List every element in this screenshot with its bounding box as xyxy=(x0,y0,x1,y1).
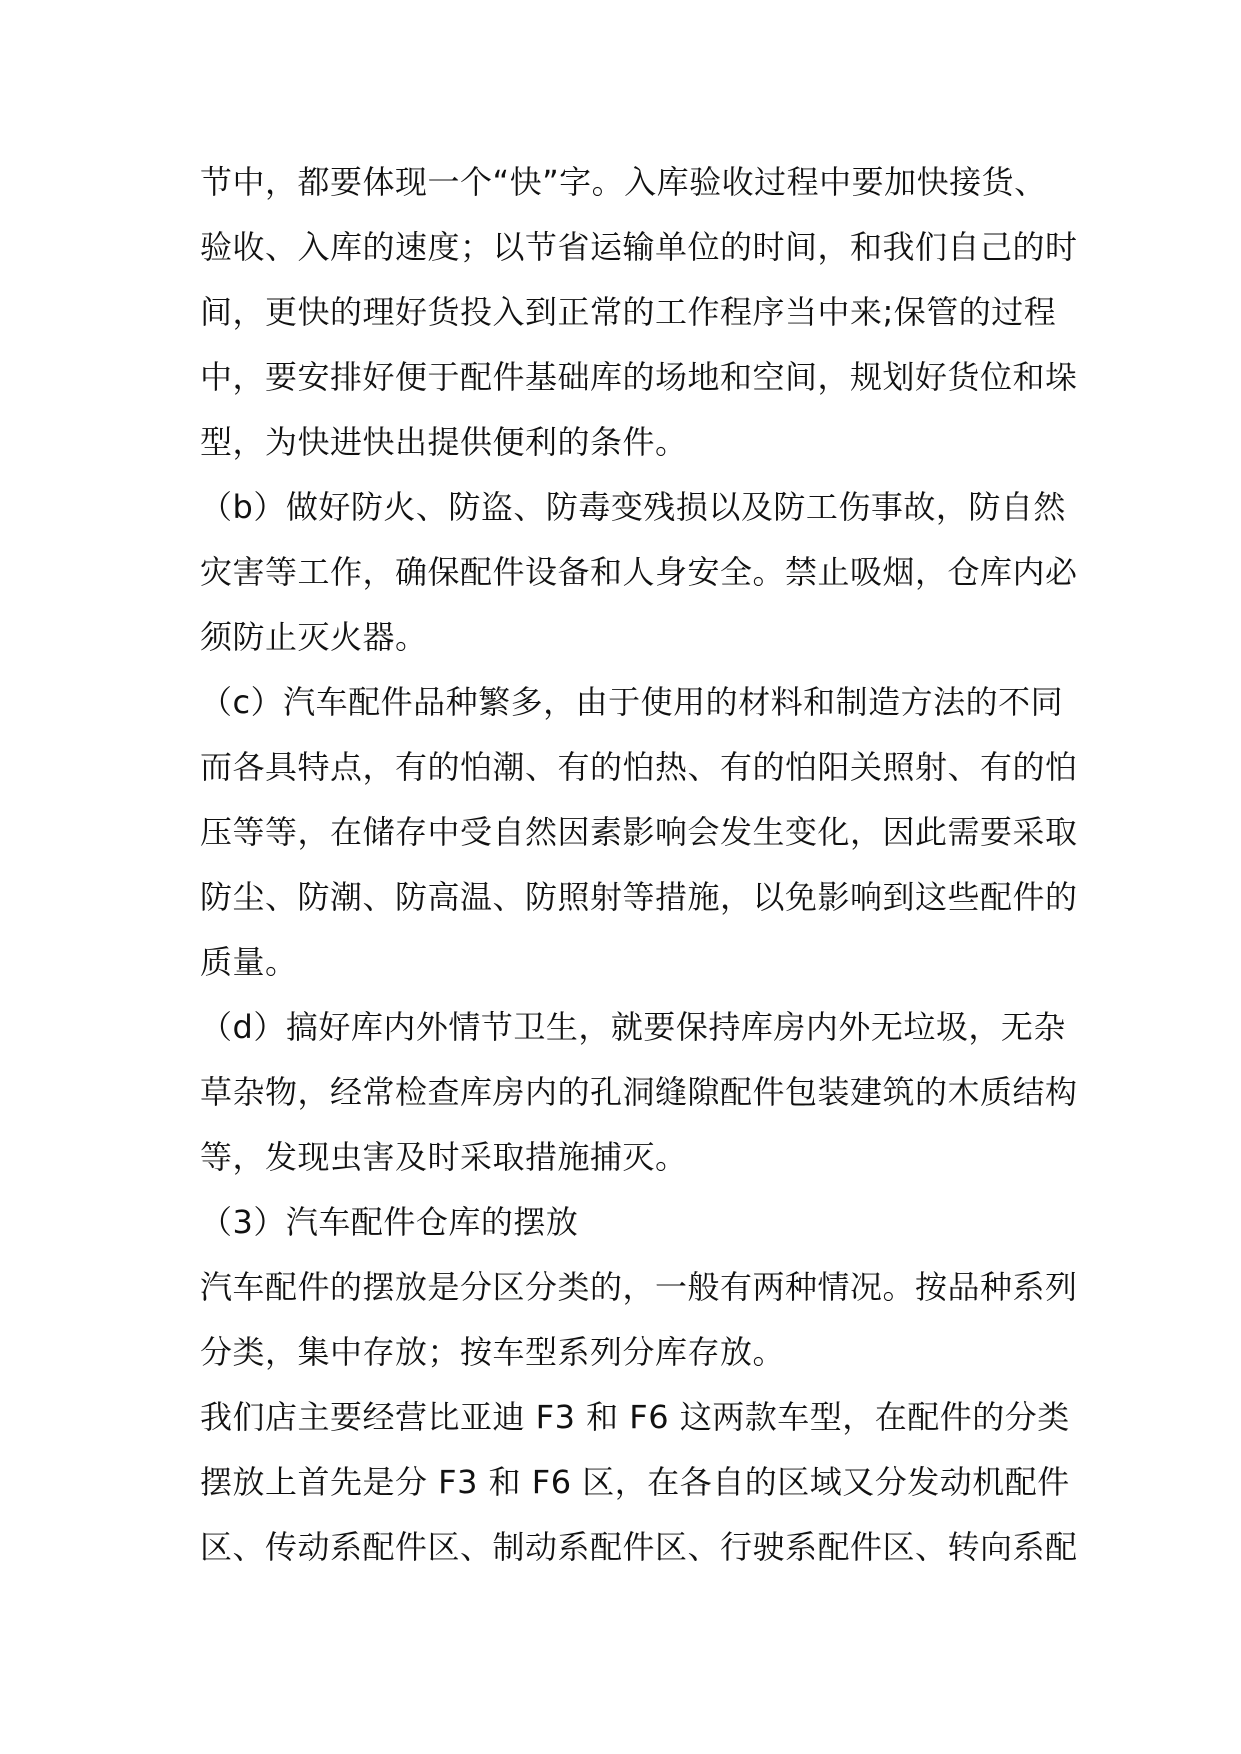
text-line: （c）汽车配件品种繁多，由于使用的材料和制造方法的不同 xyxy=(200,683,1064,721)
text-line: 我们店主要经营比亚迪 F3 和 F6 这两款车型，在配件的分类 xyxy=(200,1398,1070,1436)
text-line: 摆放上首先是分 F3 和 F6 区，在各自的区域又分发动机配件 xyxy=(200,1463,1070,1501)
text-line: 灾害等工作，确保配件设备和人身安全。禁止吸烟，仓库内必 xyxy=(200,553,1078,591)
text-line: 等，发现虫害及时采取措施捕灭。 xyxy=(200,1138,688,1176)
text-line: （b）做好防火、防盗、防毒变残损以及防工伤事故，防自然 xyxy=(200,488,1066,526)
text-line: 草杂物，经常检查库房内的孔洞缝隙配件包装建筑的木质结构 xyxy=(200,1073,1078,1111)
text-line: 间，更快的理好货投入到正常的工作程序当中来;保管的过程 xyxy=(200,293,1057,331)
text-line: 防尘、防潮、防高温、防照射等措施，以免影响到这些配件的 xyxy=(200,878,1078,916)
text-line: 中，要安排好便于配件基础库的场地和空间，规划好货位和垛 xyxy=(200,358,1078,396)
text-line: 质量。 xyxy=(200,943,298,981)
text-line: 而各具特点，有的怕潮、有的怕热、有的怕阳关照射、有的怕 xyxy=(200,748,1078,786)
document-body xyxy=(200,158,1100,1588)
section-heading: （3）汽车配件仓库的摆放 xyxy=(200,1203,579,1241)
text-line: 节中，都要体现一个“快”字。入库验收过程中要加快接货、 xyxy=(200,163,1047,201)
text-line: 型，为快进快出提供便利的条件。 xyxy=(200,423,688,461)
text-line: （d）搞好库内外情节卫生，就要保持库房内外无垃圾，无杂 xyxy=(200,1008,1066,1046)
text-line: 须防止灭火器。 xyxy=(200,618,428,656)
text-line: 验收、入库的速度；以节省运输单位的时间，和我们自己的时 xyxy=(200,228,1078,266)
text-line: 汽车配件的摆放是分区分类的，一般有两种情况。按品种系列 xyxy=(200,1268,1078,1306)
text-line: 压等等，在储存中受自然因素影响会发生变化，因此需要采取 xyxy=(200,813,1078,851)
text-line: 分类，集中存放；按车型系列分库存放。 xyxy=(200,1333,786,1371)
text-line: 区、传动系配件区、制动系配件区、行驶系配件区、转向系配 xyxy=(200,1528,1078,1566)
